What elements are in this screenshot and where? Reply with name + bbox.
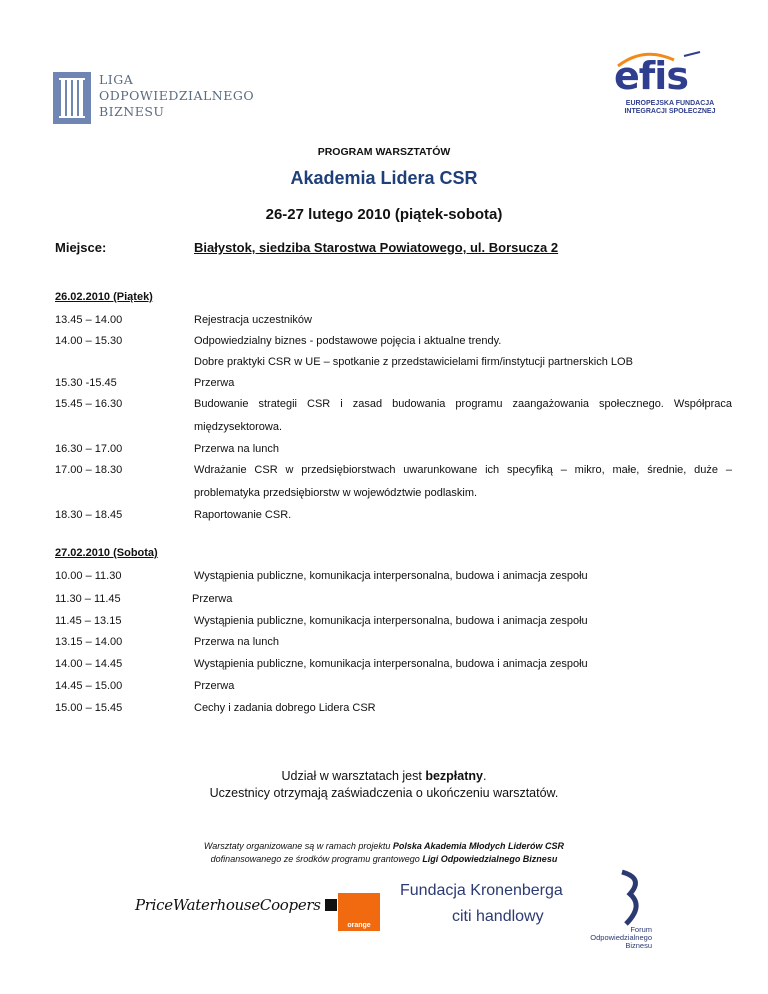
kronenberg-logo: Fundacja Kronenberga — [400, 882, 563, 899]
orange-logo — [338, 893, 380, 931]
free-text-bold: bezpłatny — [425, 769, 483, 783]
day2-time-6: 14.45 – 15.00 — [55, 680, 123, 692]
day2-desc-7: Cechy i zadania dobrego Lidera CSR — [194, 702, 376, 714]
project-note-line-1 — [0, 840, 768, 853]
project-note — [0, 840, 768, 866]
day1-time-6: 16.30 – 17.00 — [55, 443, 123, 455]
fob-line-2: Odpowiedzialnego — [590, 933, 652, 942]
day1-desc-2: Odpowiedzialny biznes - podstawowe pojęcia i aktualne trendy. — [194, 335, 502, 347]
day1-desc-5b: międzysektorowa. — [194, 421, 283, 433]
lob-line-1: LIGA — [99, 72, 134, 87]
participation-line-1 — [0, 768, 768, 785]
fob-logo-text — [560, 926, 652, 950]
day1-time-5: 15.45 – 16.30 — [55, 398, 123, 410]
fob-line-1: Forum — [630, 925, 652, 934]
day1-desc-5: Budowanie strategii CSR i zasad budowania programu zaangażowania społecznego. Współpraca — [194, 398, 732, 410]
day1-time-8: 18.30 – 18.45 — [55, 509, 123, 521]
program-heading: PROGRAM WARSZTATÓW — [317, 146, 451, 158]
day1-time-2: 14.00 – 15.30 — [55, 335, 123, 347]
place-value: Białystok, siedziba Starostwa Powiatowego, ul. Borsucza 2 — [194, 240, 559, 255]
pwc-logo — [135, 896, 337, 914]
day2-desc-5: Wystąpienia publiczne, komunikacja interpersonalna, budowa i animacja zespołu — [194, 658, 588, 670]
efis-sub-1: EUROPEJSKA FUNDACJA — [625, 100, 715, 107]
day1-desc-6: Przerwa na lunch — [194, 443, 279, 455]
day2-time-4: 13.15 – 14.00 — [55, 636, 123, 648]
day1-desc-4: Przerwa — [194, 377, 235, 389]
day1-desc-8: Raportowanie CSR. — [194, 509, 292, 521]
day1-time-1: 13.45 – 14.00 — [55, 314, 123, 326]
day1-desc-7: Wdrażanie CSR w przedsiębiorstwach uwarunkowane ich specyfiką – mikro, małe, średnie, duże – — [194, 464, 732, 476]
efis-sub-2: INTEGRACJI SPOŁECZNEJ — [624, 108, 716, 115]
day2-desc-2: Przerwa — [192, 593, 233, 605]
day1-desc-7b: problematyka przedsiębiorstw w województwie podlaskim. — [194, 487, 478, 499]
pwc-mark-icon — [325, 899, 337, 911]
day2-desc-4: Przerwa na lunch — [194, 636, 279, 648]
day2-time-5: 14.00 – 14.45 — [55, 658, 123, 670]
participation-line-2: Uczestnicy otrzymają zaświadczenia o ukończeniu warsztatów. — [209, 786, 559, 800]
note1-pre: Warsztaty organizowane są w ramach projektu — [203, 841, 393, 851]
day2-heading: 27.02.2010 (Sobota) — [55, 547, 158, 559]
free-text-post: . — [482, 769, 487, 783]
note1-bold: Polska Akademia Młodych Liderów CSR — [392, 841, 565, 851]
citi-logo: citi handlowy — [452, 908, 544, 925]
efis-logo — [608, 54, 718, 124]
day1-heading: 26.02.2010 (Piątek) — [55, 291, 153, 303]
lob-logo — [53, 72, 273, 128]
fob-line-3: Biznesu — [625, 941, 652, 950]
day2-time-2: 11.30 – 11.45 — [55, 593, 121, 605]
orange-text: orange — [347, 922, 371, 929]
lob-columns-icon — [53, 72, 91, 124]
pwc-text: PriceWaterhouseCoopers — [135, 896, 321, 914]
day1-time-4: 15.30 -15.45 — [55, 377, 117, 389]
day2-desc-1: Wystąpienia publiczne, komunikacja interpersonalna, budowa i animacja zespołu — [194, 570, 588, 582]
day2-desc-6: Przerwa — [194, 680, 235, 692]
project-note-line-2 — [0, 853, 768, 866]
day2-time-1: 10.00 – 11.30 — [55, 570, 122, 582]
day1-time-7: 17.00 – 18.30 — [55, 464, 123, 476]
place-label: Miejsce: — [55, 240, 107, 255]
note2-bold: Ligi Odpowiedzialnego Biznesu — [422, 854, 558, 864]
participation-info — [0, 768, 768, 802]
day1-desc-3: Dobre praktyki CSR w UE – spotkanie z przedstawicielami firm/instytucji partnerskich LOB — [194, 356, 633, 368]
efis-word: efis — [614, 54, 688, 98]
day2-time-3: 11.45 – 13.15 — [55, 615, 122, 627]
document-title: Akademia Lidera CSR — [290, 168, 478, 188]
day1-desc-1: Rejestracja uczestników — [194, 314, 312, 326]
event-dates: 26-27 lutego 2010 (piątek-sobota) — [265, 206, 503, 223]
lob-line-3: BIZNESU — [99, 104, 165, 119]
day2-time-7: 15.00 – 15.45 — [55, 702, 123, 714]
lob-line-2: ODPOWIEDZIALNEGO — [99, 88, 255, 103]
free-text-pre: Udział w warsztatach jest — [281, 769, 426, 783]
note2-pre: dofinansowanego ze środków programu grantowego — [210, 854, 423, 864]
day2-desc-3: Wystąpienia publiczne, komunikacja interpersonalna, budowa i animacja zespołu — [194, 615, 588, 627]
